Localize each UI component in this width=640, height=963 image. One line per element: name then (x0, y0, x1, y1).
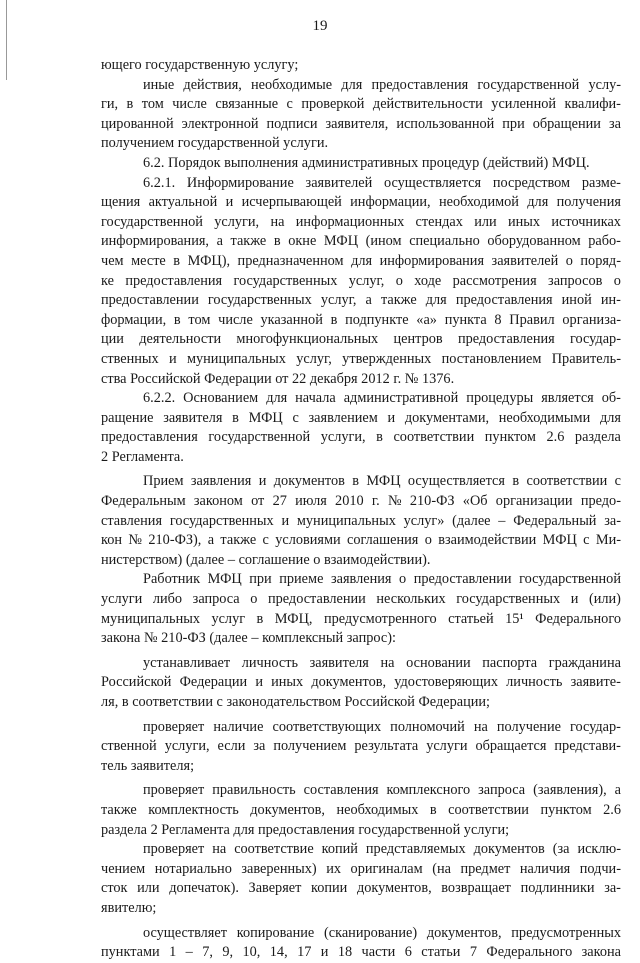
text-line: 6.2.2. Основанием для начала административной процедуры является об- (143, 390, 621, 407)
text-line: цированной электронной подписи заявителя, использованной при обращении за (101, 115, 621, 132)
text-line: муниципальных услуг в МФЦ, предусмотренного статьей 15¹ Федерального (101, 610, 621, 627)
text-line: ства Российской Федерации от 22 декабря 2012 г. № 1376. (101, 370, 455, 387)
text-line: раздела 2 Регламента для предоставления государственной услуги; (101, 821, 510, 838)
document-body (101, 56, 621, 963)
text-line: информирования, а также в окне МФЦ (ином специально оборудованном рабо- (101, 233, 621, 250)
text-line: осуществляет копирование (сканирование) документов, предусмотренных (143, 924, 621, 941)
text-line: ственных и муниципальных услуг, утвержденных постановлением Правитель- (101, 350, 621, 367)
text-line: Прием заявления и документов в МФЦ осуществляется в соответствии с (143, 473, 621, 490)
text-line: пунктами 1 – 7, 9, 10, 14, 17 и 18 части 6 статьи 7 Федерального закона (101, 944, 621, 961)
text-line: ращение заявителя в МФЦ с заявлением и документами, необходимыми для (101, 409, 621, 426)
text-line: проверяет на соответствие копий представляемых документов (за исклю- (143, 841, 621, 858)
scan-edge-line (6, 0, 7, 80)
text-line: ции деятельности многофункциональных центров предоставления государ- (101, 331, 621, 348)
text-line: ющего государственную услугу; (101, 57, 299, 73)
text-line: ке предоставления государственных услуг, о ходе рассмотрения запросов о (101, 272, 621, 289)
text-line: иные действия, необходимые для предоставления государственной услу- (143, 76, 621, 93)
text-line: щения актуальной и исчерпывающей информации, необходимой для получения (101, 194, 621, 211)
text-line: 6.2. Порядок выполнения административных процедур (действий) МФЦ. (143, 154, 590, 171)
text-line: услуги либо запроса о предоставлении нескольких государственных и (или) (101, 591, 621, 608)
text-line: ставления государственных и муниципальных услуг» (далее – Федеральный за- (101, 512, 621, 529)
text-line: кон № 210-ФЗ), а также с условиями соглашения о взаимодействии МФЦ с Ми- (101, 532, 621, 549)
text-line: ля, в соответствии с законодательством Российской Федерации; (101, 694, 491, 710)
text-line: проверяет наличие соответствующих полномочий на получение государ- (143, 718, 621, 735)
text-line: 2 Регламента. (101, 448, 184, 465)
text-line: формации, в том числе указанной в подпункте «а» пункта 8 Правил организа- (101, 311, 621, 328)
text-line: закона № 210-ФЗ (далее – комплексный запрос): (101, 630, 396, 647)
text-line: тель заявителя; (101, 757, 195, 774)
text-line: нистерством) (далее – соглашение о взаимодействии). (101, 551, 431, 568)
text-line: Российской Федерации и иных документов, удостоверяющих личность заявите- (101, 674, 621, 691)
page-number: 19 (312, 18, 328, 34)
text-line: устанавливает личность заявителя на основании паспорта гражданина (143, 654, 621, 671)
text-line: предоставления государственной услуги, в соответствии пунктом 2.6 раздела (101, 429, 621, 446)
text-line: предоставлении государственных услуг, а также для предоставления иной ин- (101, 292, 621, 309)
text-line: ственной услуги, если за получением результата услуги обращается представи- (101, 738, 621, 755)
text-line: чем месте в МФЦ), предназначенном для информирования заявителей о поряд- (101, 252, 621, 269)
text-line: получением государственной услуги. (101, 135, 329, 152)
text-line: ги, в том числе связанные с проверкой действительности усиленной квалифи- (101, 96, 621, 113)
text-line: явителю; (101, 899, 157, 916)
text-line: чением нотариально заверенных) их оригиналам (на предмет наличия подчи- (101, 860, 621, 877)
text-line: государственной услуги, на информационных стендах или иных источниках (101, 213, 621, 230)
text-line: также комплектность документов, необходимых в соответствии пунктом 2.6 (101, 801, 621, 818)
text-line: Работник МФЦ при приеме заявления о предоставлении государственной (143, 571, 621, 588)
text-line: 6.2.1. Информирование заявителей осуществляется посредством разме- (143, 174, 621, 191)
text-line: сток или допечаток). Заверяет копии документов, возвращает подлинники за- (101, 880, 621, 897)
text-line: Федеральным законом от 27 июля 2010 г. № 210-ФЗ «Об организации предо- (101, 493, 621, 510)
text-line: проверяет правильность составления комплексного запроса (заявления), а (143, 782, 621, 799)
